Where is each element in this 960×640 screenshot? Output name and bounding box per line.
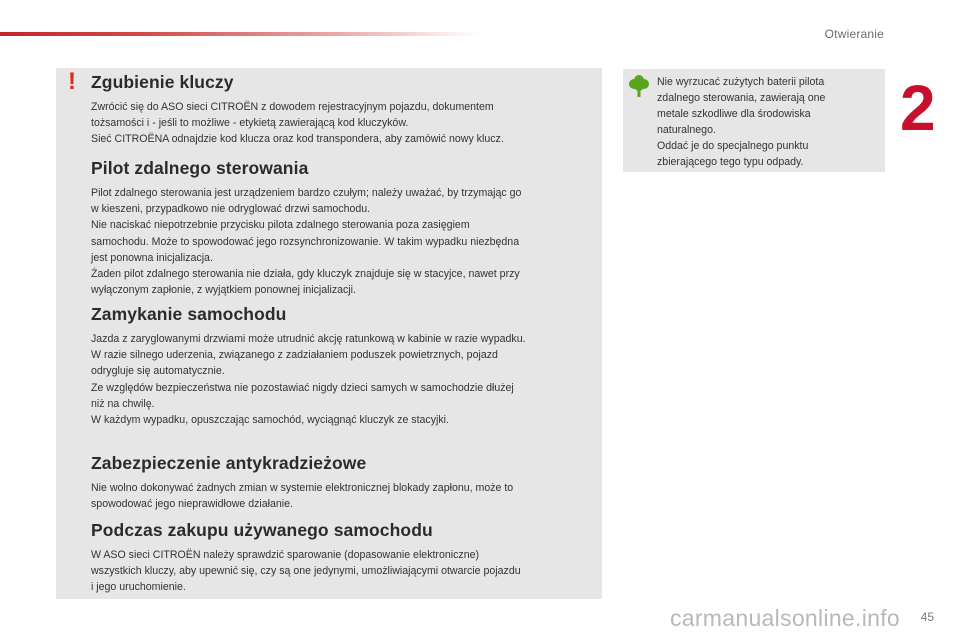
section-body: Pilot zdalnego sterowania jest urządzeniem bardzo czułym; należy uważać, by trzymając go w kieszeni, przypadkowo nie odryglować drzwi samochodu. Nie naciskać niepotrzebnie przycisku pilota zdalnego sterowania poza zasięgiem samochodu. Może to spowodować jego rozsynchronizowanie. W takim wypadku niezbędna jest ponowna inicjalizacja. Żaden pilot zdalnego sterowania nie działa, gdy kluczyk znajduje się w stacyjce, nawet przy wyłączonym zapłonie, z wyjątkiem ponownej inicjalizacji. (91, 187, 522, 297)
section-body: Zwrócić się do ASO sieci CITROËN z dowodem rejestracyjnym pojazdu, dokumentem tożsamości i - jeśli to możliwe - etykietą zawierającą kod kluczyków. Sieć CITROËNA odnajdzie kod klucza oraz kod transpondera, aby zamówić nowy klucz. (91, 101, 504, 146)
tree-icon (629, 74, 649, 98)
section-locking-vehicle (91, 304, 598, 428)
section-body: Jazda z zaryglowanymi drzwiami może utrudnić akcję ratunkową w kabinie w razie wypadku. W razie silnego uderzenia, związanego z zadziałaniem poduszek powietrznych, pojazd odrygluje się automatycznie. Ze względów bezpieczeństwa nie pozostawiać nigdy dzieci samych w samochodzie dłużej niż na chwilę. W każdym wypadku, opuszczając samochód, wyciągnąć kluczyk ze stacyjki. (91, 333, 526, 427)
section-label: Otwieranie (824, 27, 884, 41)
section-title: Pilot zdalnego sterowania (91, 158, 309, 178)
watermark: carmanualsonline.info (669, 605, 900, 631)
section-remote-control (91, 158, 598, 298)
section-title: Podczas zakupu używanego samochodu (91, 520, 433, 540)
page-number: 45 (920, 610, 934, 624)
section-lost-keys (91, 72, 598, 148)
section-title: Zamykanie samochodu (91, 304, 287, 324)
section-body: Nie wolno dokonywać żadnych zmian w systemie elektronicznej blokady zapłonu, może to spowodować jego nieprawidłowe działanie. (91, 482, 514, 511)
exclamation-icon: ! (68, 68, 76, 95)
section-anti-theft (91, 453, 598, 512)
section-body: W ASO sieci CITROËN należy sprawdzić sparowanie (dopasowanie elektroniczne) wszystkich kluczy, aby upewnić się, czy są one jedynymi, umożliwiającymi otwarcie pojazdu i jego uruchomienie. (91, 549, 521, 594)
section-title: Zgubienie kluczy (91, 72, 234, 92)
chapter-number: 2 (900, 72, 936, 144)
header-accent-bar (0, 32, 480, 36)
eco-note-text: Nie wyrzucać zużytych baterii pilota zdalnego sterowania, zawierają one metale szkodliwe dla środowiska naturalnego. Oddać je do specjalnego punktu zbierającego tego typu odpady. (657, 76, 826, 168)
section-used-vehicle (91, 520, 598, 596)
section-title: Zabezpieczenie antykradzieżowe (91, 453, 367, 473)
